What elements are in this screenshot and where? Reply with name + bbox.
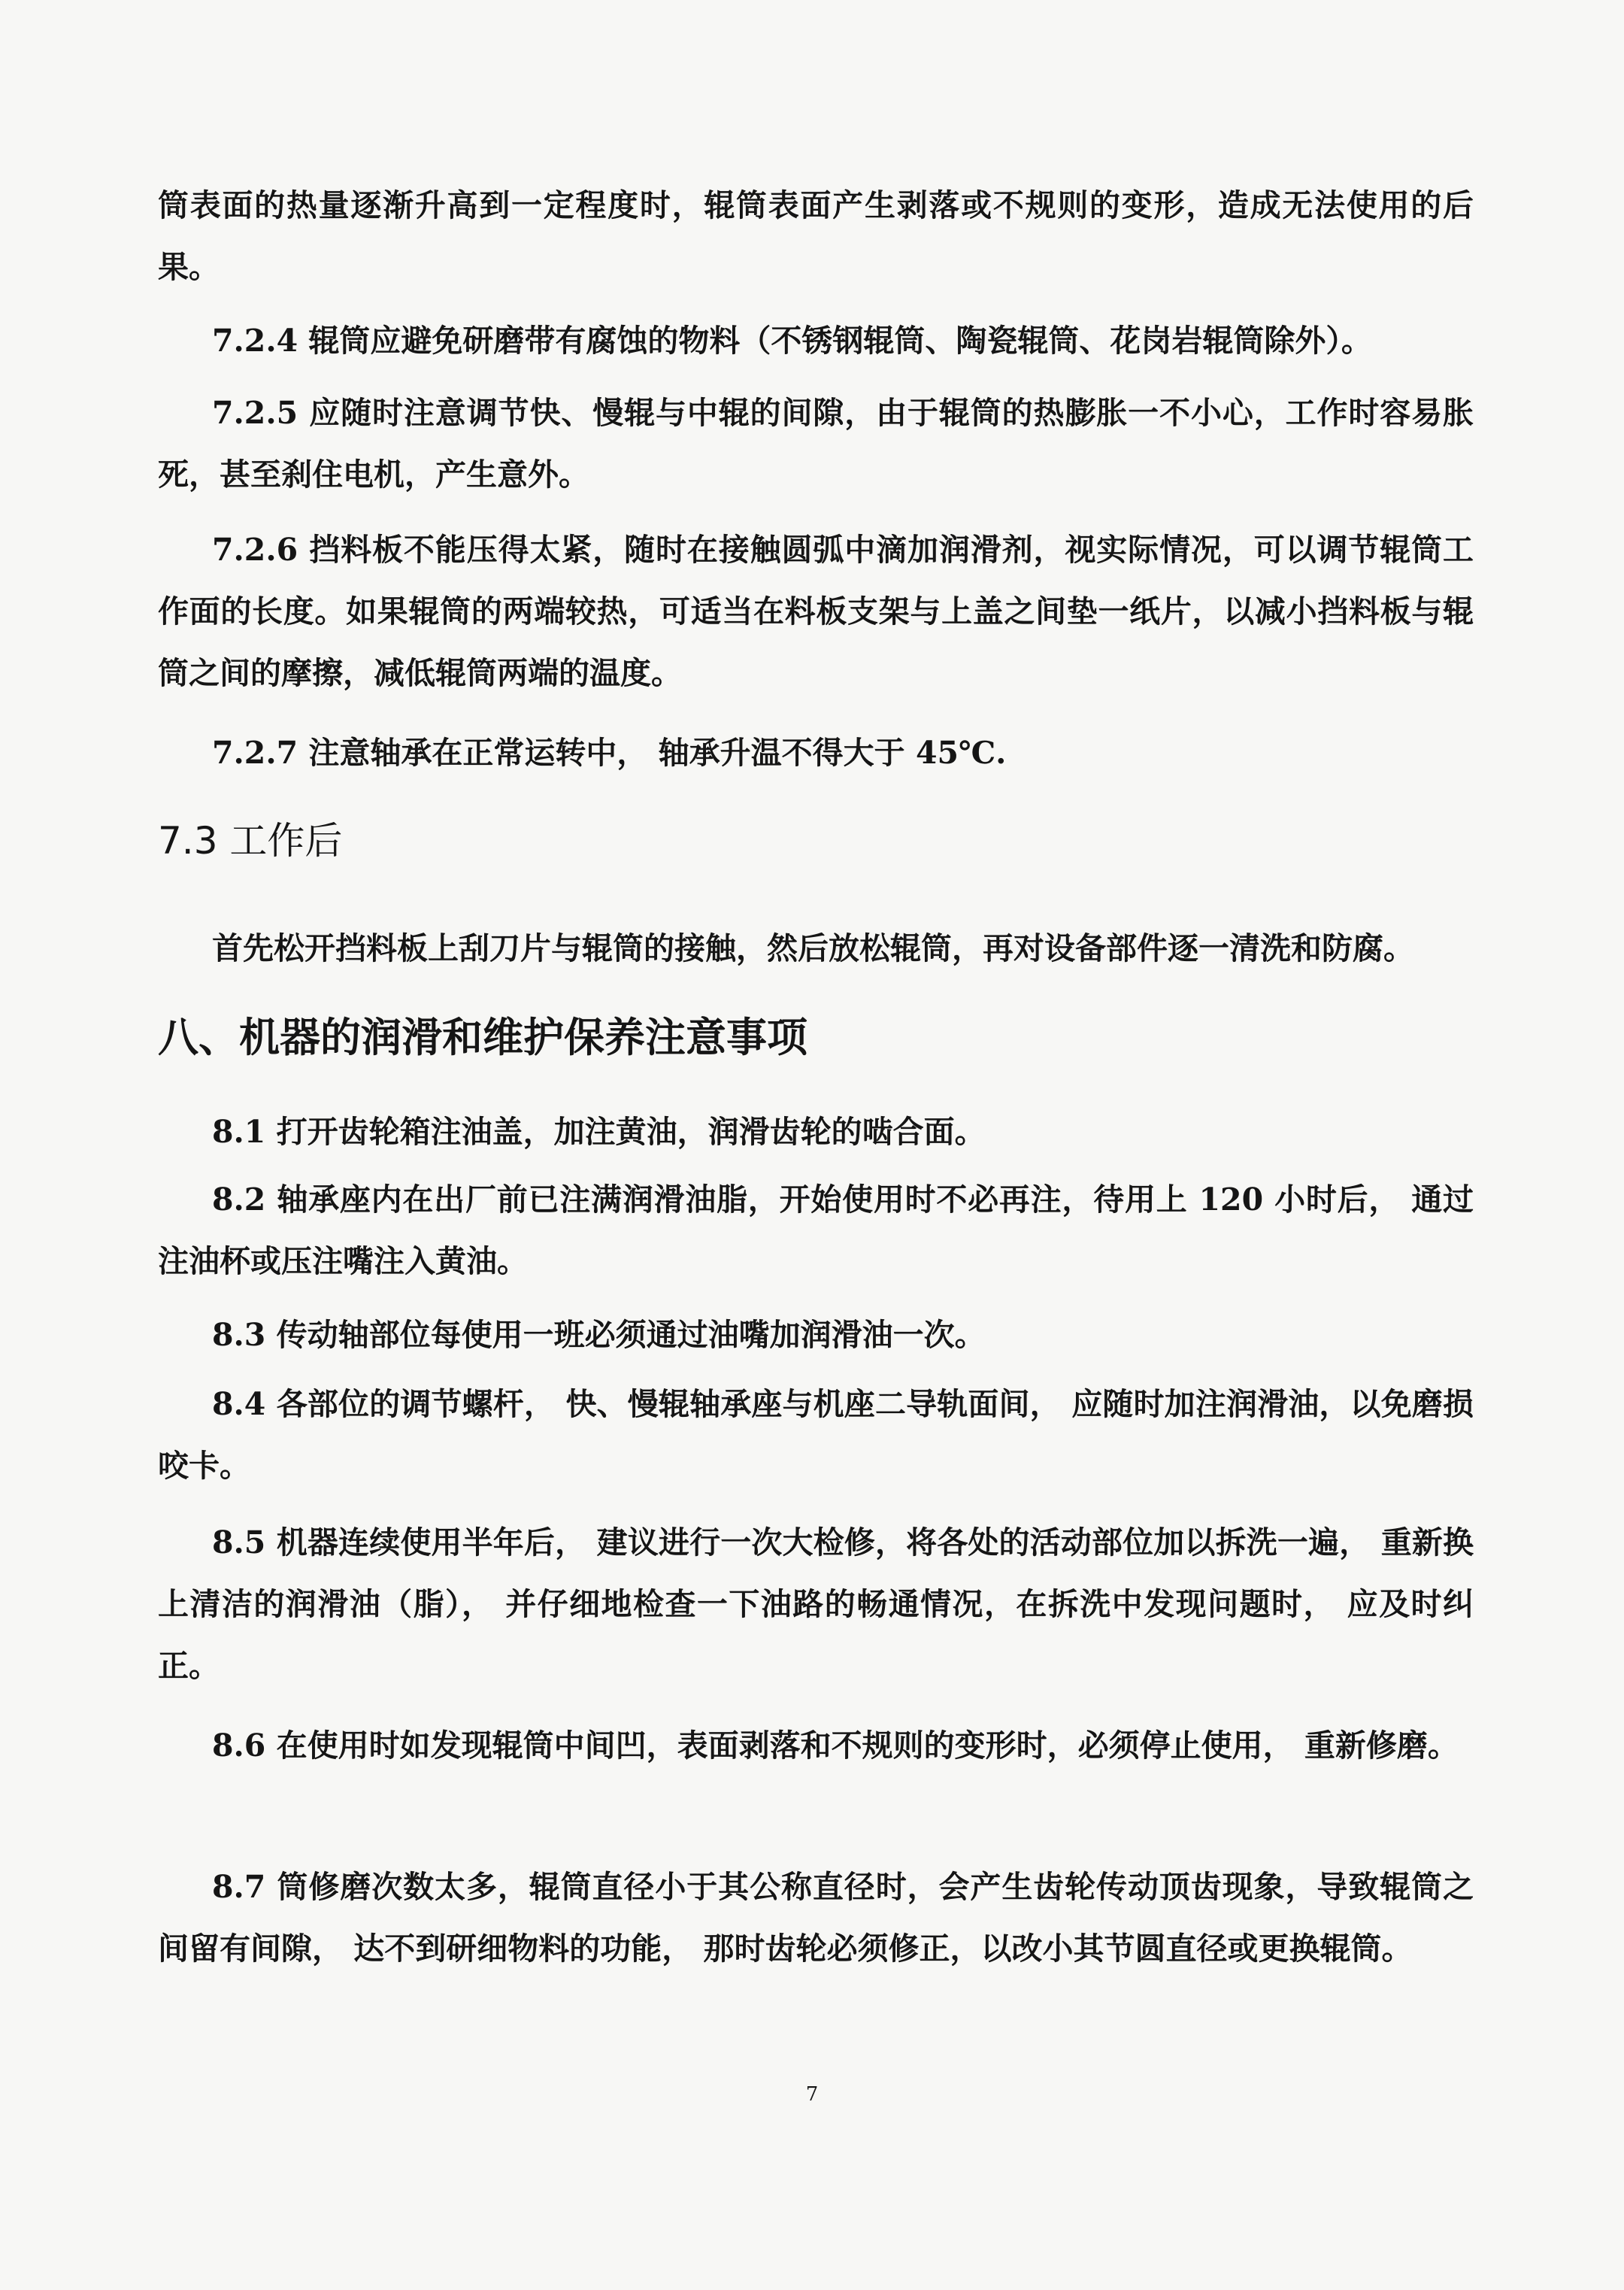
paragraph-continuation: 筒表面的热量逐渐升高到一定程度时，辊筒表面产生剥落或不规则的变形，造成无法使用的后果。 [158,187,1474,285]
paragraph-7-2-5: 7.2.5 应随时注意调节快、慢辊与中辊的间隙，由于辊筒的热膨胀一不小心，工作时容易胀死，甚至刹住电机，产生意外。 [158,395,1474,493]
paragraph-8-6: 8.6 在使用时如发现辊筒中间凹，表面剥落和不规则的变形时，必须停止使用， 重新修磨。 [212,1727,1459,1764]
paragraph-7-2-4: 7.2.4 辊筒应避免研磨带有腐蚀的物料（不锈钢辊筒、陶瓷辊筒、花岗岩辊筒除外）。 [212,323,1372,359]
page-number: 7 [805,2083,819,2106]
section-heading-7-3: 7.3 工作后 [158,819,343,863]
paragraph-8-2: 8.2 轴承座内在出厂前已注满润滑油脂，开始使用时不必再注，待用上 120 小时后， 通过注油杯或压注嘴注入黄油。 [158,1181,1474,1279]
paragraph-7-2-7: 7.2.7 注意轴承在正常运转中， 轴承升温不得大于 45℃. [212,735,1007,771]
paragraph-8-7: 8.7 筒修磨次数太多，辊筒直径小于其公称直径时，会产生齿轮传动顶齿现象，导致辊筒之间留有间隙， 达不到研细物料的功能， 那时齿轮必须修正，以改小其节圆直径或更换辊筒。 [158,1869,1474,1967]
chapter-heading-8: 八、机器的润滑和维护保养注意事项 [158,1014,807,1061]
paragraph-8-5: 8.5 机器连续使用半年后， 建议进行一次大检修，将各处的活动部位加以拆洗一遍， 重新换上清洁的润滑油（脂）， 并仔细地检查一下油路的畅通情况，在拆洗中发现问题时， 应及时纠正。 [158,1524,1474,1684]
paragraph-8-1: 8.1 打开齿轮箱注油盖，加注黄油，润滑齿轮的啮合面。 [212,1114,986,1150]
paragraph-7-2-6: 7.2.6 挡料板不能压得太紧，随时在接触圆弧中滴加润滑剂，视实际情况，可以调节辊筒工作面的长度。如果辊筒的两端较热，可适当在料板支架与上盖之间垫一纸片，以减小挡料板与辊筒之间的摩擦，减低辊筒两端的温度。 [158,532,1474,691]
paragraph-8-4: 8.4 各部位的调节螺杆， 快、慢辊轴承座与机座二导轨面间， 应随时加注润滑油，以免磨损咬卡。 [158,1386,1474,1484]
paragraph-8-3: 8.3 传动轴部位每使用一班必须通过油嘴加润滑油一次。 [212,1317,986,1353]
paragraph-7-3: 首先松开挡料板上刮刀片与辊筒的接触，然后放松辊筒，再对设备部件逐一清洗和防腐。 [212,930,1414,966]
